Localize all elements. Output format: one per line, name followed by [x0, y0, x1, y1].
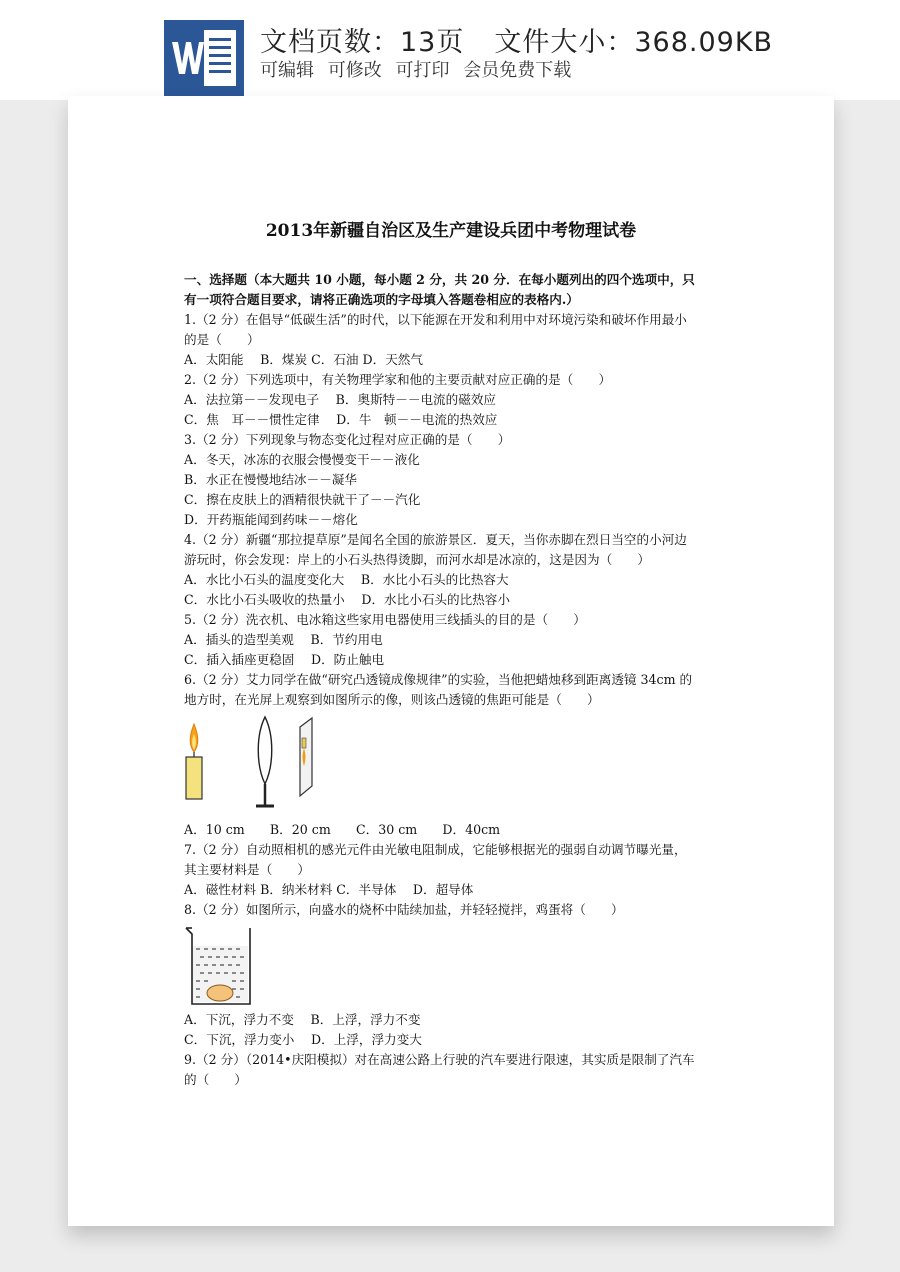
feature-modifiable: 可修改	[327, 60, 382, 81]
question-7-cont: 其主要材料是（ ）	[184, 862, 310, 877]
question-8-options-cd: C．下沉，浮力变小 D．上浮，浮力变大	[184, 1032, 422, 1047]
question-6-cont: 地方时，在光屏上观察到如图所示的像，则该凸透镜的焦距可能是（ ）	[184, 692, 600, 707]
candle-lens-screen-diagram	[184, 710, 384, 820]
file-size: 文件大小：368.09KB	[494, 27, 774, 58]
question-2: 2.（2 分）下列选项中，有关物理学家和他的主要贡献对应正确的是（ ）	[184, 372, 612, 387]
question-3-option-c: C．擦在皮肤上的酒精很快就干了－－汽化	[184, 492, 421, 507]
question-3-option-b: B．水正在慢慢地结冰－－凝华	[184, 472, 357, 487]
question-8: 8.（2 分）如图所示，向盛水的烧杯中陆续加盐，并轻轻搅拌，鸡蛋将（ ）	[184, 902, 624, 917]
question-1: 1.（2 分）在倡导“低碳生活”的时代，以下能源在开发和利用中对环境污染和破坏作用最小	[184, 312, 687, 327]
question-7: 7.（2 分）自动照相机的感光元件由光敏电阻制成，它能够根据光的强弱自动调节曝光量，	[184, 842, 687, 857]
question-4-options-cd: C．水比小石头吸收的热量小 D．水比小石头的比热容小	[184, 592, 510, 607]
question-4-cont: 游玩时，你会发现：岸上的小石头热得烫脚，而河水却是冰凉的，这是因为（ ）	[184, 552, 650, 567]
lens-experiment-figure	[184, 710, 794, 820]
feature-printable: 可打印	[395, 60, 450, 81]
question-4-options-ab: A．水比小石头的温度变化大 B．水比小石头的比热容大	[184, 572, 509, 587]
question-5-options-cd: C．插入插座更稳固 D．防止触电	[184, 652, 385, 667]
question-7-options: A．磁性材料 B．纳米材料 C．半导体 D．超导体	[184, 882, 474, 897]
question-1-cont: 的是（ ）	[184, 332, 260, 347]
feature-member-download: 会员免费下载	[463, 60, 572, 81]
section-heading: 一、选择题（本大题共 10 小题，每小题 2 分，共 20 分．在每小题列出的四个选项中，只	[184, 272, 695, 287]
question-3: 3.（2 分）下列现象与物态变化过程对应正确的是（ ）	[184, 432, 511, 447]
question-5: 5.（2 分）洗衣机、电冰箱这些家用电器使用三线插头的目的是（ ）	[184, 612, 586, 627]
section-heading-cont: 有一项符合题目要求，请将正确选项的字母填入答题卷相应的表格内.）	[184, 292, 579, 307]
page-count: 文档页数：13页	[260, 27, 465, 58]
question-1-options: A．太阳能 B．煤炭 C．石油 D．天然气	[184, 352, 423, 367]
question-2-options-cd: C．焦 耳－－惯性定律 D．牛 顿－－电流的热效应	[184, 412, 498, 427]
question-4: 4.（2 分）新疆“那拉提草原”是闻名全国的旅游景区．夏天，当你赤脚在烈日当空的小河边	[184, 532, 687, 547]
question-9: 9.（2 分）（2014•庆阳模拟）对在高速公路上行驶的汽车要进行限速，其实质是限制了汽车	[184, 1052, 695, 1067]
question-8-options-ab: A．下沉，浮力不变 B．上浮，浮力不变	[184, 1012, 421, 1027]
question-2-options-ab: A．法拉第－－发现电子 B．奥斯特－－电流的磁效应	[184, 392, 497, 407]
question-3-option-a: A．冬天，冰冻的衣服会慢慢变干－－液化	[184, 452, 420, 467]
document-page	[68, 96, 834, 1226]
question-6-options: A．10 cm B．20 cm C．30 cm D．40cm	[184, 822, 501, 837]
download-banner	[0, 0, 900, 100]
word-document-icon	[164, 20, 244, 96]
question-6: 6.（2 分）艾力同学在做“研究凸透镜成像规律”的实验，当他把蜡烛移到距离透镜 34cm 的	[184, 672, 693, 687]
page-title: 2013年新疆自治区及生产建设兵团中考物理试卷	[265, 221, 637, 241]
beaker-egg-figure	[184, 920, 794, 1010]
beaker-egg-diagram	[184, 920, 264, 1008]
feature-editable: 可编辑	[260, 60, 314, 81]
question-9-cont: 的（ ）	[184, 1072, 247, 1087]
question-5-options-ab: A．插头的造型美观 B．节约用电	[184, 632, 383, 647]
document-content	[184, 270, 794, 1090]
question-3-option-d: D．开药瓶能闻到药味－－熔化	[184, 512, 358, 527]
